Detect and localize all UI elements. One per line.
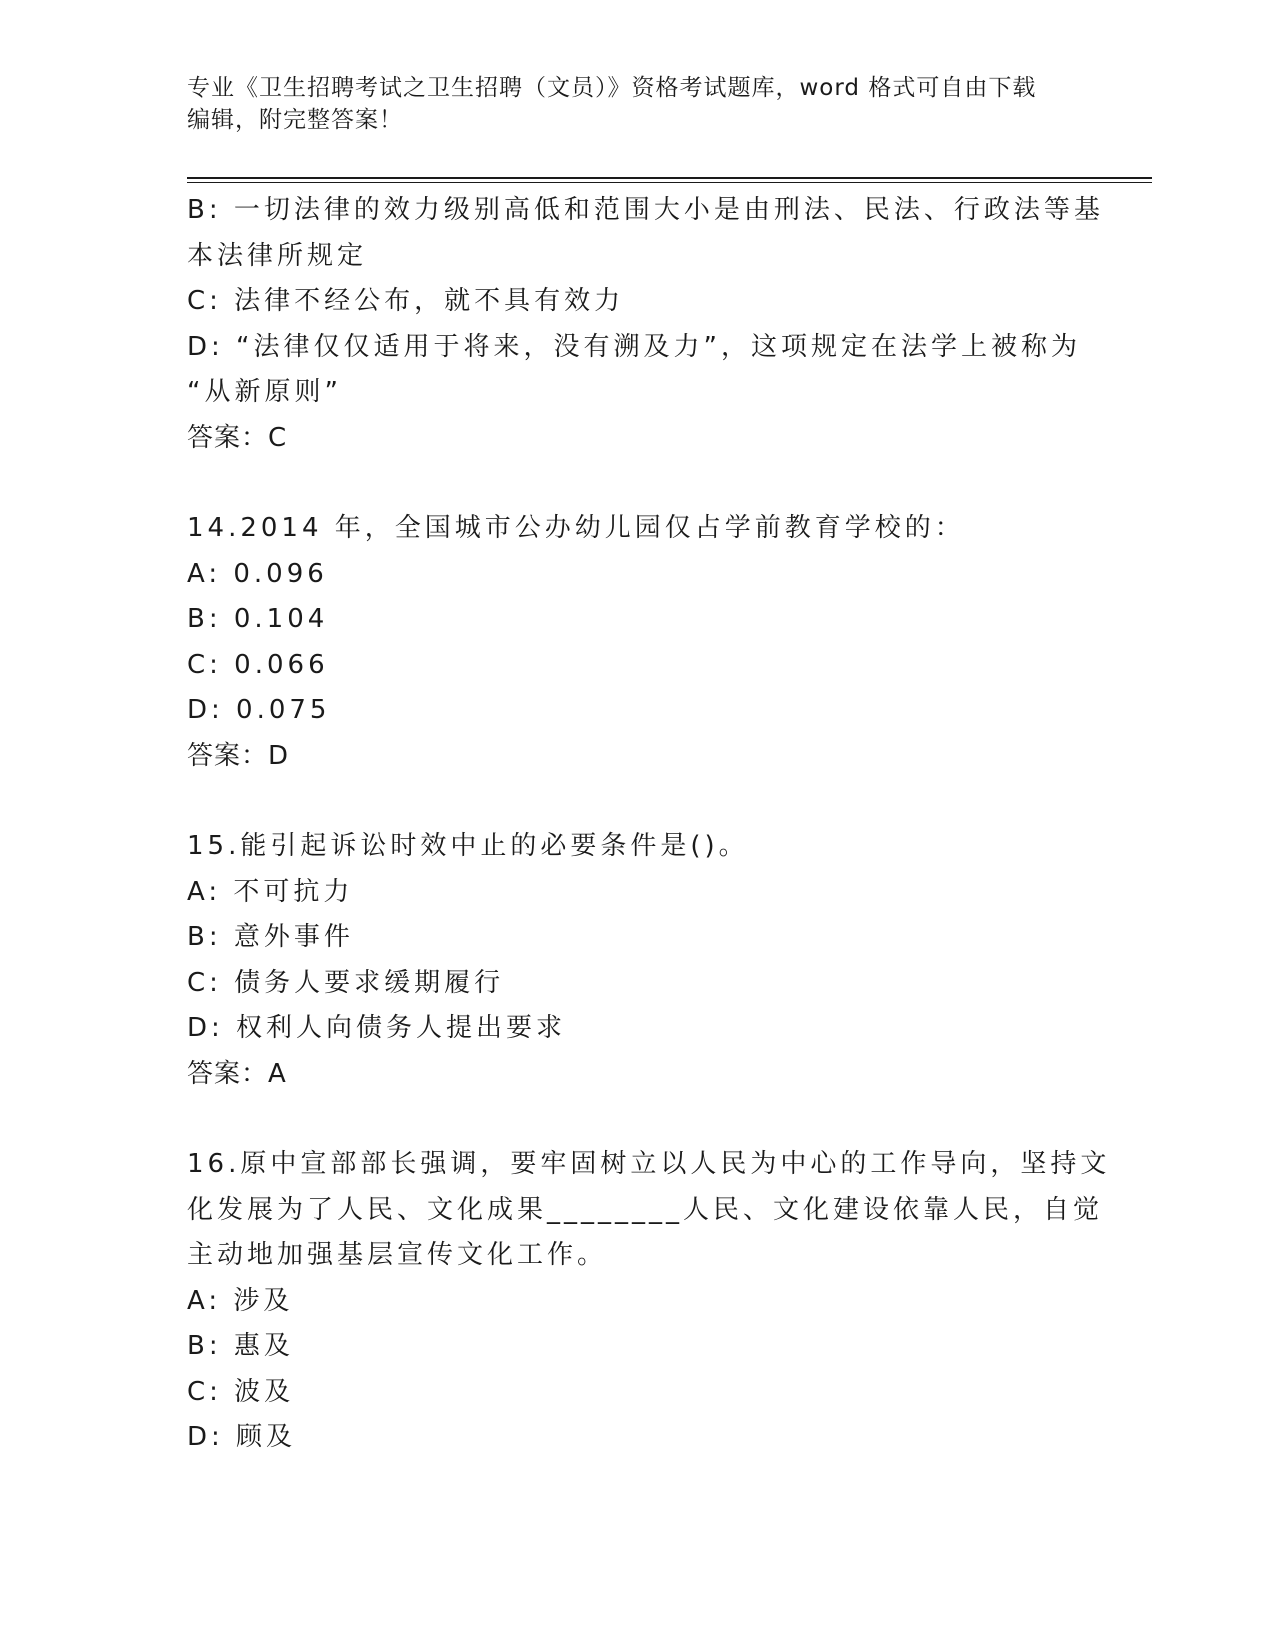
question-text-line-3: 主动地加强基层宣传文化工作。: [187, 1240, 608, 1270]
option-a: A: 不可抗力: [187, 876, 354, 907]
question-13: [187, 188, 1104, 461]
document-header: [187, 72, 1067, 136]
question-text-line-1: 16.原中宣部部长强调，要牢固树立以人民为中心的工作导向，坚持文: [187, 1149, 1111, 1179]
question-15: [187, 824, 1087, 1097]
option-c: C: 债务人要求缓期履行: [187, 967, 505, 998]
option-b-line-2: 本法律所规定: [187, 240, 368, 271]
option-d-line-2: “从新原则”: [187, 377, 342, 407]
header-line-1: 专业《卫生招聘考试之卫生招聘（文员）》资格考试题库，word 格式可自由下载: [187, 75, 1037, 101]
option-d: D: 0.075: [187, 695, 331, 725]
option-b: B: 0.104: [187, 604, 329, 634]
option-b-line-1: B: 一切法律的效力级别高低和范围大小是由刑法、民法、行政法等基: [187, 195, 1104, 225]
question-14: [187, 506, 1087, 779]
header-line-2: 编辑，附完整答案！: [187, 107, 403, 133]
option-c: C: 波及: [187, 1376, 295, 1407]
option-c: C: 法律不经公布，就不具有效力: [187, 286, 625, 316]
option-d-line-1: D: “法律仅仅适用于将来，没有溯及力”，这项规定在法学上被称为: [187, 331, 1081, 362]
option-b: B: 意外事件: [187, 922, 354, 952]
header-divider-thin: [187, 182, 1152, 183]
question-text: 15.能引起诉讼时效中止的必要条件是()。: [187, 831, 749, 861]
question-text: 14.2014 年，全国城市公办幼儿园仅占学前教育学校的：: [187, 513, 965, 543]
answer: 答案：C: [187, 422, 288, 453]
option-d: D: 权利人向债务人提出要求: [187, 1013, 567, 1043]
option-a: A: 涉及: [187, 1285, 294, 1316]
question-16: [187, 1142, 1111, 1461]
answer: 答案：D: [187, 740, 290, 771]
question-list: [187, 188, 1111, 1461]
question-text-line-2: 化发展为了人民、文化成果________人民、文化建设依靠人民，自觉: [187, 1194, 1104, 1225]
option-d: D: 顾及: [187, 1422, 297, 1452]
option-c: C: 0.066: [187, 649, 329, 680]
header-divider-thick: [187, 177, 1152, 179]
option-a: A: 0.096: [187, 558, 328, 589]
option-b: B: 惠及: [187, 1331, 294, 1361]
answer: 答案：A: [187, 1058, 287, 1089]
